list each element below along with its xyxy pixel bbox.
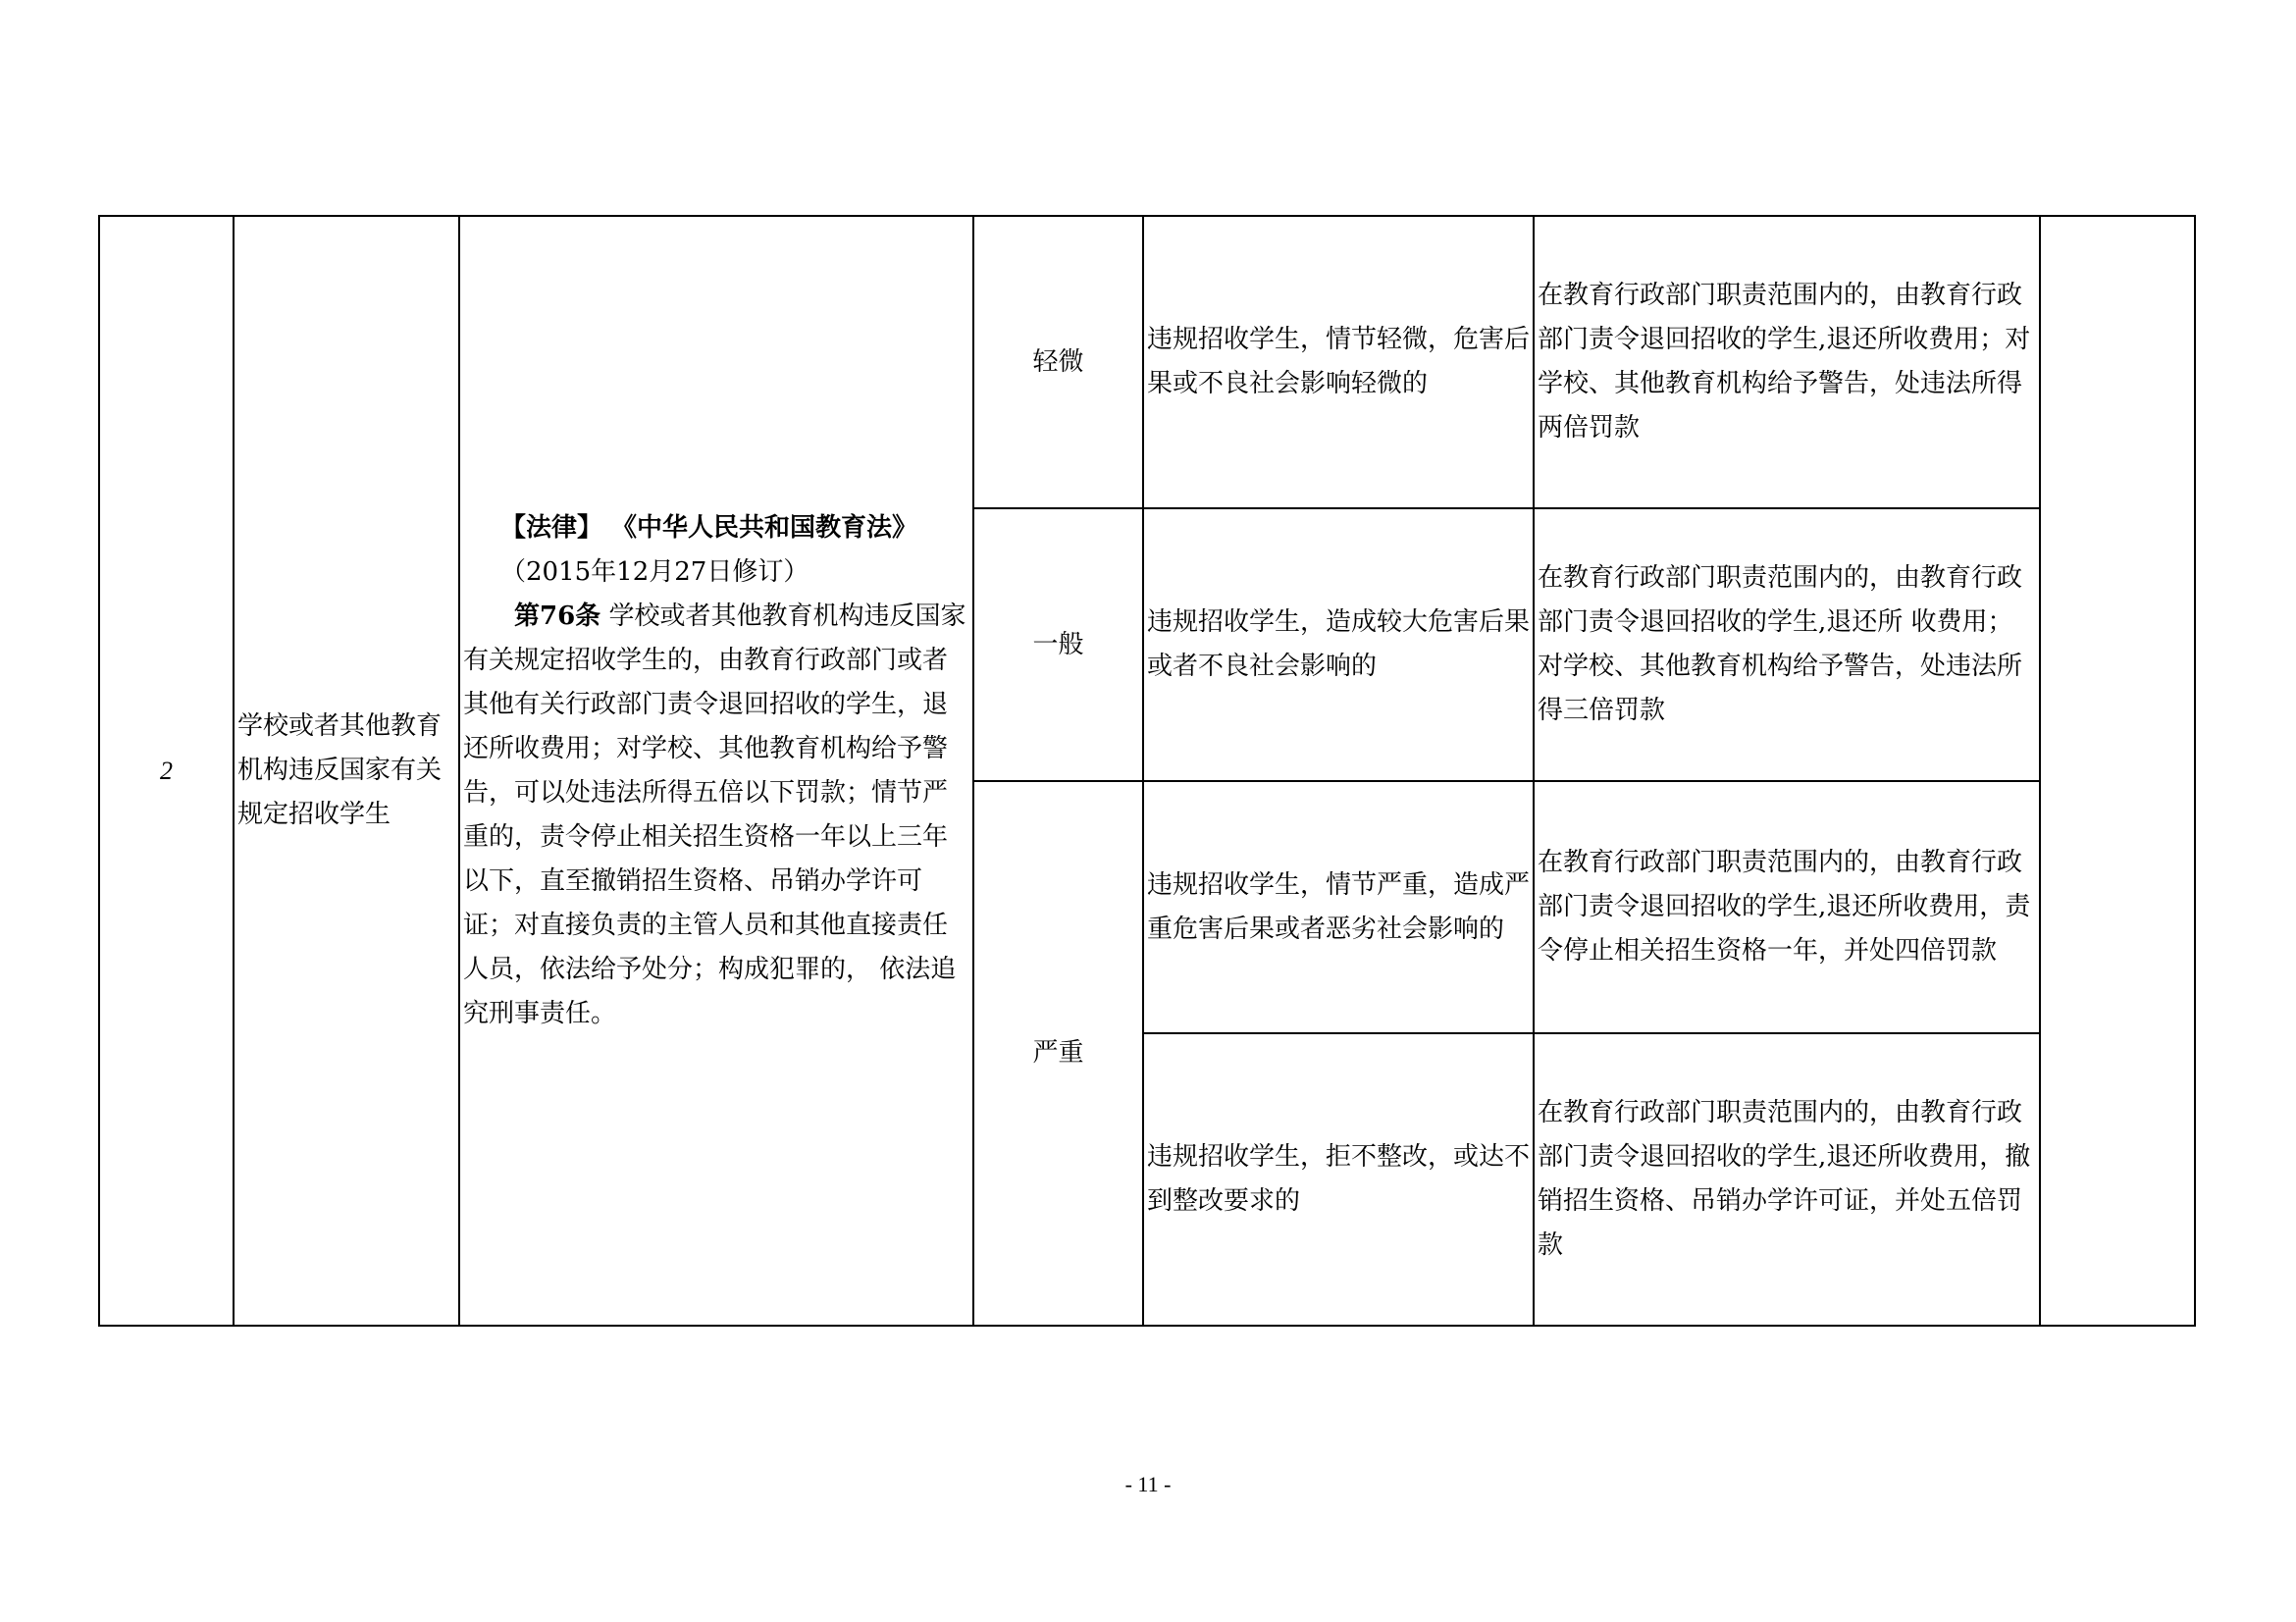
article-number: 第76条	[514, 601, 601, 631]
level-cell-general: 一般	[973, 508, 1143, 781]
situation-cell: 违规招收学生，造成较大危害后果或者不良社会影响的	[1143, 508, 1534, 781]
sequence-number-cell: 2	[99, 216, 234, 1326]
penalty-standard-table	[98, 215, 2196, 1327]
penalty-standard-cell: 在教育行政部门职责范围内的，由教育行政部门责令退回招收的学生,退还所 收费用；对学校、其他教育机构给予警告，处违法所得三倍罚款	[1534, 508, 2040, 781]
situation-cell: 违规招收学生，拒不整改，或达不到整改要求的	[1143, 1033, 1534, 1326]
law-revision-date: （2015年12月27日修订）	[500, 556, 809, 587]
law-article	[463, 595, 969, 1036]
situation-cell: 违规招收学生，情节轻微，危害后果或不良社会影响轻微的	[1143, 216, 1534, 508]
penalty-standard-cell: 在教育行政部门职责范围内的，由教育行政部门责令退回招收的学生,退还所收费用，责令停止相关招生资格一年，并处四倍罚款	[1534, 781, 2040, 1033]
remark-cell	[2040, 216, 2195, 1326]
article-text: 学校或者其他教育机构违反国家有关规定招收学生的，由教育行政部门或者其他有关行政部门责令退回招收的学生，退还所收费用；对学校、其他教育机构给予警告，可以处违法所得五倍以下罚款；情节严重的，责令停止相关招生资格一年以上三年以下，直至撤销招生资格、吊销办学许可证；对直接负责的主管人员和其他直接责任人员，依法给予处分；构成犯罪的， 依法追究刑事责任。	[463, 601, 966, 1028]
legal-basis-cell	[459, 216, 973, 1326]
level-cell-severe: 严重	[973, 781, 1143, 1326]
law-title: 【法律】 《中华人民共和国教育法》	[500, 512, 918, 543]
penalty-standard-cell: 在教育行政部门职责范围内的，由教育行政部门责令退回招收的学生,退还所收费用；对学校、其他教育机构给予警告，处违法所得两倍罚款	[1534, 216, 2040, 508]
table-row	[99, 216, 2195, 508]
page-number: - 11 -	[1124, 1472, 1172, 1496]
situation-cell: 违规招收学生，情节严重，造成严重危害后果或者恶劣社会影响的	[1143, 781, 1534, 1033]
penalty-standard-cell: 在教育行政部门职责范围内的，由教育行政部门责令退回招收的学生,退还所收费用，撤销招生资格、吊销办学许可证，并处五倍罚款	[1534, 1033, 2040, 1326]
violation-item-cell: 学校或者其他教育机构违反国家有关规定招收学生	[234, 216, 459, 1326]
level-cell-minor: 轻微	[973, 216, 1143, 508]
